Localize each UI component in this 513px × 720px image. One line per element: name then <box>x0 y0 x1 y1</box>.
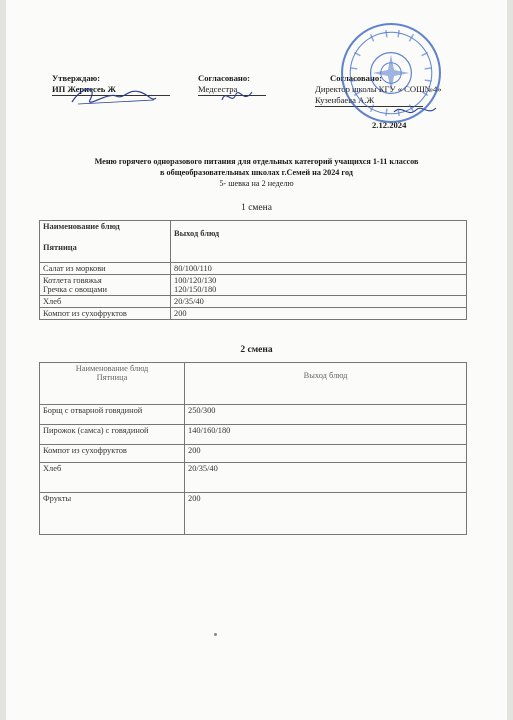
menu-title-line2: в общеобразовательных школах г.Семей на 2024 год <box>160 168 353 177</box>
output-header: Выход блюд <box>185 363 467 405</box>
signature-nurse <box>218 86 258 108</box>
output-cell: 200 <box>171 308 467 320</box>
day-header: Пятница <box>43 243 77 252</box>
shift1-table <box>39 220 467 320</box>
output-cell: 200 <box>185 445 467 463</box>
table-header-row <box>40 221 467 263</box>
output-cell: 250/300 <box>185 405 467 425</box>
approval-date: 2.12.2024 <box>372 120 407 130</box>
shift1-label: 1 смена <box>241 203 272 213</box>
table-row <box>40 445 467 463</box>
output-cell: 200 <box>185 493 467 535</box>
signature-approver <box>68 82 158 110</box>
scan-edge-left <box>0 0 6 720</box>
dish-cell <box>40 275 171 296</box>
dish-cell: Борщ с отварной говядиной <box>40 405 185 425</box>
dish-header: Наименование блюд <box>43 222 120 231</box>
agree2-name: Директор школы КГУ « СОШ№4» <box>315 84 442 94</box>
dish-header-cell <box>40 363 185 405</box>
dish-line: Гречка с овощами <box>43 285 108 294</box>
dish-cell: Салат из моркови <box>40 263 171 275</box>
output-cell: 20/35/40 <box>185 463 467 493</box>
table-header-row <box>40 363 467 405</box>
table-row <box>40 263 467 275</box>
dish-cell: Хлеб <box>40 296 171 308</box>
dish-header: Наименование блюд <box>75 364 149 373</box>
shift2-label: 2 смена <box>240 345 273 355</box>
dish-cell: Фрукты <box>40 493 185 535</box>
menu-title-line3: 5- шевка на 2 неделю <box>219 179 294 188</box>
output-line: 100/120/130 <box>174 276 217 285</box>
page-dot <box>214 633 217 636</box>
round-stamp-seal <box>340 22 442 124</box>
agree1-name: Медсестра <box>198 84 266 96</box>
output-header: Выход блюд <box>171 221 467 263</box>
approve-label: Утверждаю: <box>52 73 101 83</box>
table-row <box>40 296 467 308</box>
agree1-label: Согласовано: <box>198 73 251 83</box>
output-cell: 80/100/110 <box>171 263 467 275</box>
day-header: Пятница <box>96 373 128 382</box>
agree2-person: Кузенбаева А.Ж <box>315 95 423 107</box>
agree2-label: Согласовано: <box>330 73 383 83</box>
output-cell <box>171 275 467 296</box>
output-cell: 140/160/180 <box>185 425 467 445</box>
dish-cell: Компот из сухофруктов <box>40 308 171 320</box>
dish-header-cell <box>40 221 171 263</box>
scan-edge-right <box>507 0 513 720</box>
dish-cell: Хлеб <box>40 463 185 493</box>
table-row <box>40 275 467 296</box>
approve-name: ИП Жернесеь Ж <box>52 84 170 96</box>
dish-line: Котлета говяжья <box>43 276 102 285</box>
output-cell: 20/35/40 <box>171 296 467 308</box>
shift2-table <box>39 362 467 535</box>
output-line: 120/150/180 <box>174 285 217 294</box>
dish-cell: Компот из сухофруктов <box>40 445 185 463</box>
table-row <box>40 425 467 445</box>
table-row <box>40 463 467 493</box>
table-row <box>40 308 467 320</box>
dish-cell: Пирожок (самса) с говядиной <box>40 425 185 445</box>
menu-title-line1: Меню горячего одноразового питания для отдельных категорий учащихся 1-11 классов <box>94 157 419 166</box>
table-row <box>40 493 467 535</box>
table-row <box>40 405 467 425</box>
